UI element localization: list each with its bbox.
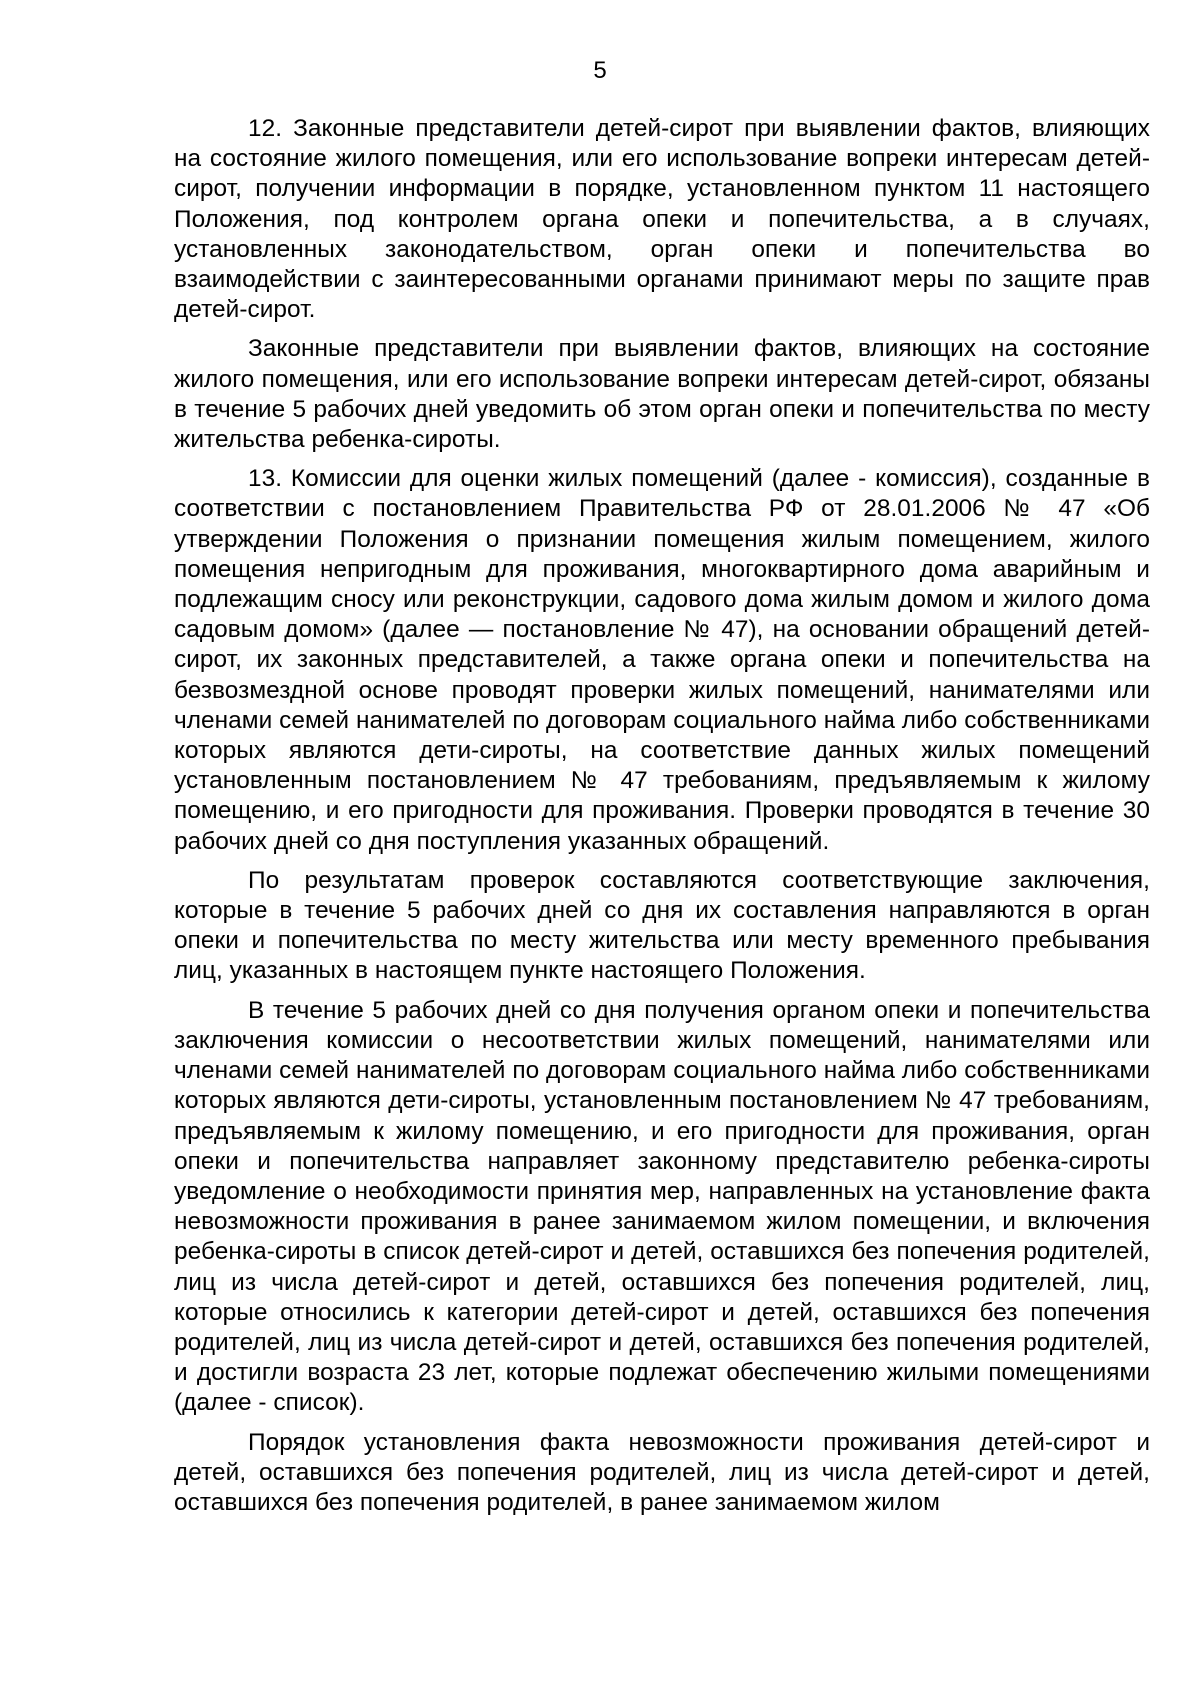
paragraph-item-13: 13. Комиссии для оценки жилых помещений (далее - комиссия), созданные в соответствии с постановлением Правительства РФ от 28.01.2006 № 47 «Об утверждении Положения о признании помещения жилым помещением, жилого помещения непригодным для проживания, многоквартирного дома аварийным и подлежащим сносу или реконструкции, садового дома жилым домом и жилого дома садовым домом» (далее — постановление № 47), на основании обращений детей-сирот, их законных представителей, а также органа опеки и попечительства на безвозмездной основе проводят проверки жилых помещений, нанимателями или членами семей нанимателей по договорам социального найма либо собственниками которых являются дети-сироты, на соответствие данных жилых помещений установленным постановлением № 47 требованиям, предъявляемым к жилому помещению, и его пригодности для проживания. Проверки проводятся в течение 30 рабочих дней со дня поступления указанных обращений. [174,465,1150,855]
paragraph-commission-conclusion: В течение 5 рабочих дней со дня получения органом опеки и попечительства заключения комиссии о несоответствии жилых помещений, нанимателями или членами семей нанимателей по договорам социального найма либо собственниками которых являются дети-сироты, установленным постановлением № 47 требованиям, предъявляемым к жилому помещению, и его пригодности для проживания, орган опеки и попечительства направляет законному представителю ребенка-сироты уведомление о необходимости принятия мер, направленных на установление факта невозможности проживания в ранее занимаемом жилом помещении, и включения ребенка-сироты в список детей-сирот и детей, оставшихся без попечения родителей, лиц из числа детей-сирот и детей, оставшихся без попечения родителей, лиц, которые относились к категории детей-сирот и детей, оставшихся без попечения родителей, лиц из числа детей-сирот и детей, оставшихся без попечения родителей, и достигли возраста 23 лет, которые подлежат обеспечению жилыми помещениями (далее - список). [174,996,1150,1417]
paragraph-inspection-results: По результатам проверок составляются соответствующие заключения, которые в течение 5 рабочих дней со дня их составления направляются в орган опеки и попечительства по месту жительства или месту временного пребывания лиц, указанных в настоящем пункте настоящего Положения. [174,866,1150,985]
paragraph-legal-representatives: Законные представители при выявлении фактов, влияющих на состояние жилого помещения, или его использование вопреки интересам детей-сирот, обязаны в течение 5 рабочих дней уведомить об этом орган опеки и попечительства по месту жительства ребенка-сироты. [174,335,1150,454]
paragraph-item-12: 12. Законные представители детей-сирот при выявлении фактов, влияющих на состояние жилого помещения, или его использование вопреки интересам детей-сирот, получении информации в порядке, установленном пунктом 11 настоящего Положения, под контролем органа опеки и попечительства, а в случаях, установленных законодательством, орган опеки и попечительства во взаимодействии с заинтересованными органами принимают меры по защите прав детей-сирот. [174,115,1150,324]
paragraph-procedure: Порядок установления факта невозможности проживания детей-сирот и детей, оставшихся без попечения родителей, лиц из числа детей-сирот и детей, оставшихся без попечения родителей, в ранее занимаемом жилом [174,1428,1150,1516]
document-body [174,114,1150,1527]
page-number: 5 [593,57,607,84]
